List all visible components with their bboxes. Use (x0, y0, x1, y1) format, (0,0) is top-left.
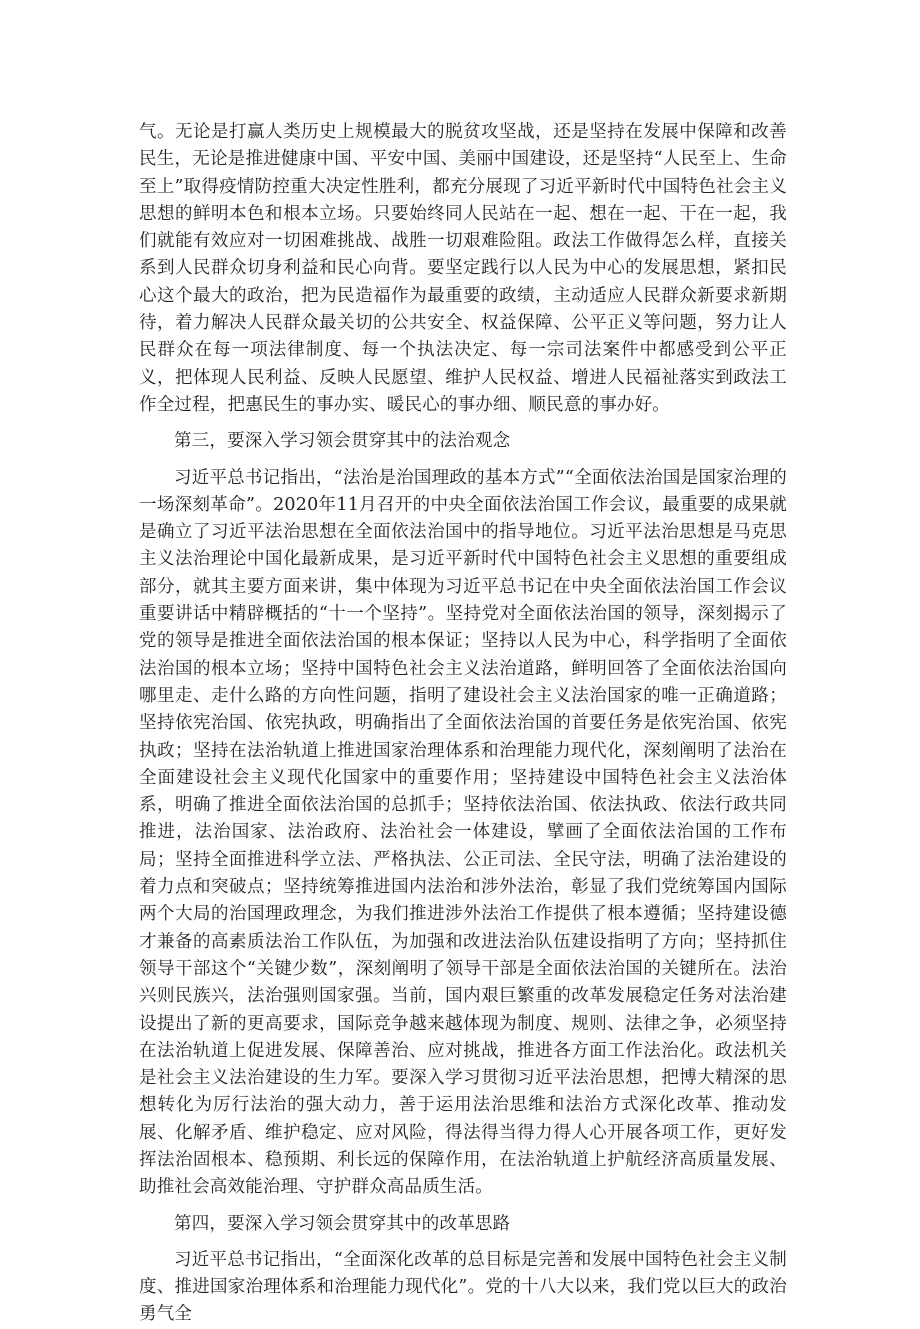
section-heading-fourth: 第四，要深入学习领会贯穿其中的改革思路 (174, 1213, 511, 1234)
paragraph-continuation: 气。无论是打赢人类历史上规模最大的脱贫攻坚战，还是坚持在发展中保障和改善民生，无论是推进健康中国、平安中国、美丽中国建设，还是坚持“人民至上、生命至上”取得疫情防控重大决定性胜利，都充分展现了习近平新时代中国特色社会主义思想的鲜明本色和根本立场。只要始终同人民站在一起、想在一起、干在一起，我们就能有效应对一切困难挑战、战胜一切艰难险阻。政法工作做得怎么样，直接关系到人民群众切身利益和民心向背。要坚定践行以人民为中心的发展思想，紧扣民心这个最大的政治，把为民造福作为最重要的政绩，主动适应人民群众新要求新期待，着力解决人民群众最关切的公共安全、权益保障、公平正义等问题，努力让人民群众在每一项法律制度、每一个执法决定、每一宗司法案件中都感受到公平正义，把体现人民利益、反映人民愿望、维护人民权益、增进人民福祉落实到政法工作全过程，把惠民生的事办实、暖民心的事办细、顺民意的事办好。 (139, 122, 787, 415)
paragraph-rule-of-law: 习近平总书记指出，“法治是治国理政的基本方式”“全面依法治国是国家治理的一场深刻革命”。2020年11月召开的中央全面依法治国工作会议，最重要的成果就是确立了习近平法治思想在全面依法治国中的指导地位。习近平法治思想是马克思主义法治理论中国化最新成果，是习近平新时代中国特色社会主义思想的重要组成部分，就其主要方面来讲，集中体现为习近平总书记在中央全面依法治国工作会议重要讲话中精辟概括的“十一个坚持”。坚持党对全面依法治国的领导，深刻揭示了党的领导是推进全面依法治国的根本保证；坚持以人民为中心，科学指明了全面依法治国的根本立场；坚持中国特色社会主义法治道路，鲜明回答了全面依法治国向哪里走、走什么路的方向性问题，指明了建设社会主义法治国家的唯一正确道路；坚持依宪治国、依宪执政，明确指出了全面依法治国的首要任务是依宪治国、依宪执政；坚持在法治轨道上推进国家治理体系和治理能力现代化，深刻阐明了法治在全面建设社会主义现代化国家中的重要作用；坚持建设中国特色社会主义法治体系，明确了推进全面依法治国的总抓手；坚持依法治国、依法执政、依法行政共同推进，法治国家、法治政府、法治社会一体建设，擘画了全面依法治国的工作布局；坚持全面推进科学立法、严格执法、公正司法、全民守法，明确了法治建设的着力点和突破点；坚持统筹推进国内法治和涉外法治，彰显了我们党统筹国内国际两个大局的治国理政理念，为我们推进涉外法治工作提供了根本遵循；坚持建设德才兼备的高素质法治工作队伍，为加强和改进法治队伍建设指明了方向；坚持抓住领导干部这个“关键少数”，深刻阐明了领导干部是全面依法治国的关键所在。法治兴则民族兴，法治强则国家强。当前，国内艰巨繁重的改革发展稳定任务对法治建设提出了新的更高要求，国际竞争越来越体现为制度、规则、法律之争，必须坚持在法治轨道上促进发展、保障善治、应对挑战，推进各方面工作法治化。政法机关是社会主义法治建设的生力军。要深入学习贯彻习近平法治思想，把博大精深的思想转化为厉行法治的强大动力，善于运用法治思维和法治方式深化改革、推动发展、化解矛盾、维护稳定、应对风险，得法得当得力得人心开展各项工作，更好发挥法治固根本、稳预期、利长远的保障作用，在法治轨道上护航经济高质量发展、助推社会高效能治理、守护群众高品质生活。 (139, 467, 787, 1198)
document-body (139, 119, 787, 1329)
section-heading-third: 第三，要深入学习领会贯穿其中的法治观念 (174, 431, 511, 452)
paragraph-reform: 习近平总书记指出，“全面深化改革的总目标是完善和发展中国特色社会主义制度、推进国家治理体系和治理能力现代化”。党的十八大以来，我们党以巨大的政治勇气全 (139, 1249, 787, 1325)
